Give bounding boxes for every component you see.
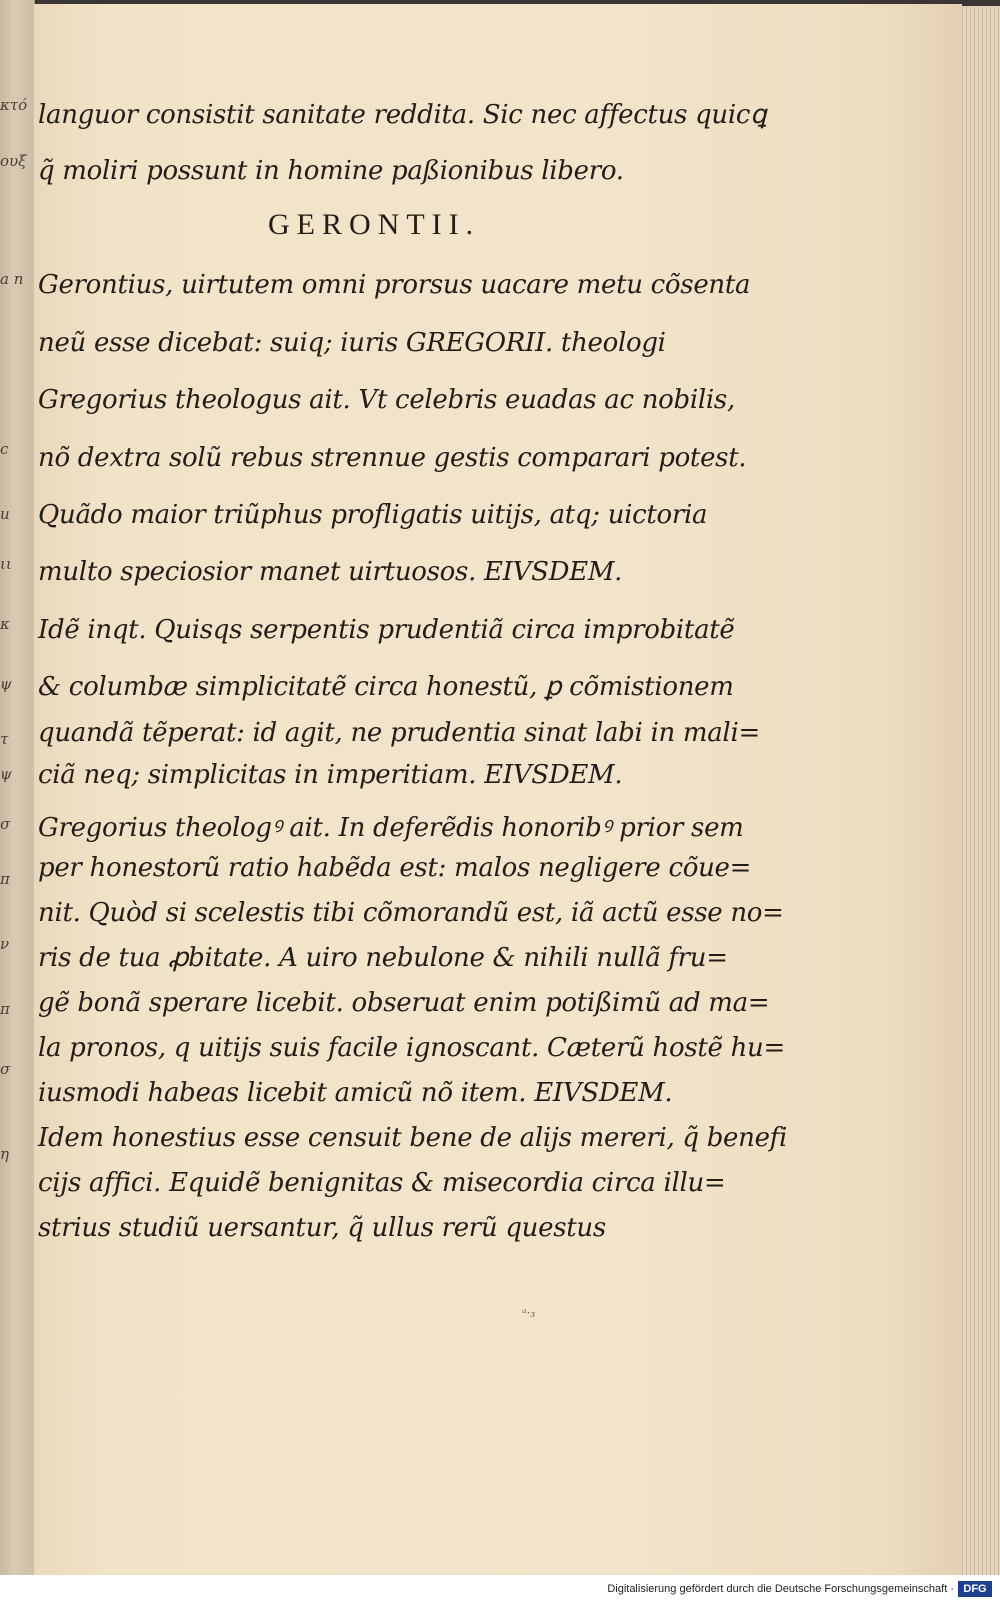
signature-mark: ᵃ·₃ (522, 1306, 536, 1320)
text-line: neũ esse dicebat: suiq; iuris GREGORII. theologi (38, 328, 666, 358)
text-line: nõ dextra solũ rebus strennue gestis comparari potest. (38, 443, 747, 473)
funding-notice: Digitalisierung gefördert durch die Deutsche Forschungsgemeinschaft · (607, 1583, 954, 1595)
footer-bar (0, 1575, 1000, 1607)
margin-note: π (0, 870, 10, 888)
margin-note: ιι (0, 555, 12, 573)
text-line: Gerontius, uirtutem omni prorsus uacare metu cõsenta (38, 270, 751, 300)
margin-note: u (0, 505, 10, 523)
margin-note: κ (0, 615, 10, 633)
text-line: la pronos, q uitijs suis facile ignoscant. Cæterũ hostẽ hu= (38, 1033, 785, 1063)
text-line: ciã neq; simplicitas in imperitiam. EIVSDEM. (38, 760, 623, 790)
section-heading: GERONTII. (268, 208, 481, 241)
margin-note: η (0, 1145, 9, 1163)
dfg-logo: DFG (958, 1581, 992, 1597)
margin-note: ουξ (0, 152, 27, 170)
margin-note: τ (0, 730, 9, 748)
margin-note: ψ (0, 765, 12, 783)
text-line: Gregorius theologꝰ ait. In deferẽdis honoribꝰ prior sem (38, 813, 744, 843)
text-line: Gregorius theologus ait. Vt celebris euadas ac nobilis, (38, 385, 735, 415)
text-line: quandã tẽperat: id agit, ne prudentia sinat labi in mali= (38, 718, 760, 748)
text-line: cijs affici. Equidẽ benignitas & misecordia circa illu= (38, 1168, 726, 1198)
text-line: Quãdo maior triũphus profligatis uitijs, atq; uictoria (38, 500, 708, 530)
text-line: multo speciosior manet uirtuosos. EIVSDEM. (38, 557, 623, 587)
text-line: languor consistit sanitate reddita. Sic nec affectus quicꝗ (38, 100, 767, 130)
text-line: gẽ bonã sperare licebit. obseruat enim potißimũ ad ma= (38, 988, 770, 1018)
text-line: Idem honestius esse censuit bene de alijs mereri, q̃ benefi (38, 1123, 788, 1153)
text-line: q̃ moliri possunt in homine paßionibus libero. (38, 156, 624, 186)
margin-note: ψ (0, 675, 12, 693)
text-line: iusmodi habeas licebit amicũ nõ item. EIVSDEM. (38, 1078, 673, 1108)
text-line: & columbæ simplicitatẽ circa honestũ, ꝑ cõmistionem (38, 672, 734, 702)
text-line: nit. Quòd si scelestis tibi cõmorandũ est, iã actũ esse no= (38, 898, 784, 928)
margin-note: c (0, 440, 9, 458)
text-line: strius studiũ uersantur, q̃ ullus rerũ questus (38, 1213, 606, 1243)
facing-page-edge (0, 0, 35, 1575)
text-line: per honestorũ ratio habẽda est: malos negligere cõue= (38, 853, 752, 883)
margin-note: κτό (0, 96, 28, 114)
margin-note: σ (0, 815, 11, 833)
margin-note: π (0, 1000, 10, 1018)
margin-note: σ (0, 1060, 11, 1078)
margin-note: ν (0, 935, 10, 953)
text-line: Idẽ inqt. Quisqs serpentis prudentiã circa improbitatẽ (38, 615, 735, 645)
margin-note: a n (0, 270, 24, 288)
text-line: ris de tua ꝓbitate. A uiro nebulone & nihili nullã fru= (38, 943, 728, 973)
